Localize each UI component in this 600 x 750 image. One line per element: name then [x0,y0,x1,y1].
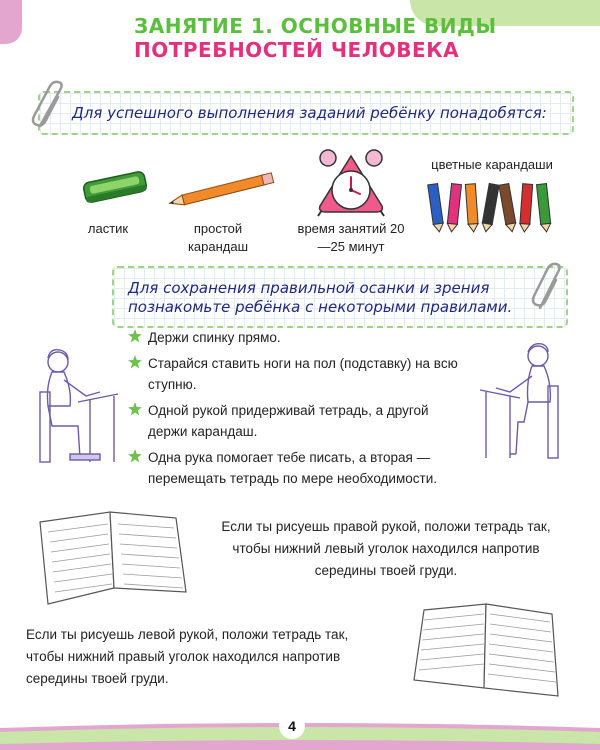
open-notebook-icon [34,508,192,608]
star-bullet-icon [128,449,142,463]
top-left-decor-band [0,0,22,44]
list-item [128,400,468,442]
eraser-icon [78,165,152,209]
posture-rules-list [128,327,468,494]
rule-text: Одна рука помогает тебе писать, а вторая — перемещать тетрадь по мере необходимости. [148,450,437,486]
star-bullet-icon [128,329,142,343]
posture-banner-text [128,279,512,317]
open-notebook-icon [412,600,562,700]
pencil-icon [166,170,280,210]
posture-banner-line-2: познакомьте ребёнка с некоторыми правилами. [128,298,513,316]
supplies-banner-text: Для успешного выполнения заданий ребёнку понадобятся: [72,104,547,122]
supplies-banner [38,91,574,135]
list-item [128,447,468,489]
posture-banner-line-1: Для сохранения правильной осанки и зрения [128,279,490,297]
title-line-2: ПОТРЕБНОСТЕЙ ЧЕЛОВЕКА [134,38,460,62]
paperclip-icon [528,262,568,314]
page-number: 4 [279,713,305,739]
right-hand-tip: Если ты рисуешь правой рукой, положи тетрадь так, чтобы нижний левый уголок находился напротив середины твоей груди. [221,519,551,578]
left-hand-tip: Если ты рисуешь левой рукой, положи тетрадь так, чтобы нижний правый уголок находился напротив середины твоей груди. [26,627,349,686]
supply-label-colored-pencils: цветные карандаши [431,157,553,172]
paperclip-icon [30,80,70,132]
alarm-clock-icon [312,146,390,218]
star-bullet-icon [128,402,142,416]
rule-text: Держи спинку прямо. [148,330,281,345]
rule-text: Одной рукой придерживай тетрадь, а другой держи карандаш. [148,403,429,439]
supply-label-pencil: простой карандаш [187,221,249,254]
girl-at-desk-icon [30,346,122,466]
posture-banner [112,266,568,328]
supply-label-eraser: ластик [87,221,129,236]
list-item [128,353,468,395]
star-bullet-icon [128,355,142,369]
title-line-1: ЗАНЯТИЕ 1. ОСНОВНЫЕ ВИДЫ [134,14,497,38]
boy-at-desk-icon [476,338,568,462]
page-title [134,14,497,62]
list-item [128,327,468,348]
rule-text: Старайся ставить ноги на пол (подставку) на всю ступню. [148,356,458,392]
colored-pencils-icon [424,180,554,234]
supply-label-time: время занятий 20—25 минут [297,221,405,254]
